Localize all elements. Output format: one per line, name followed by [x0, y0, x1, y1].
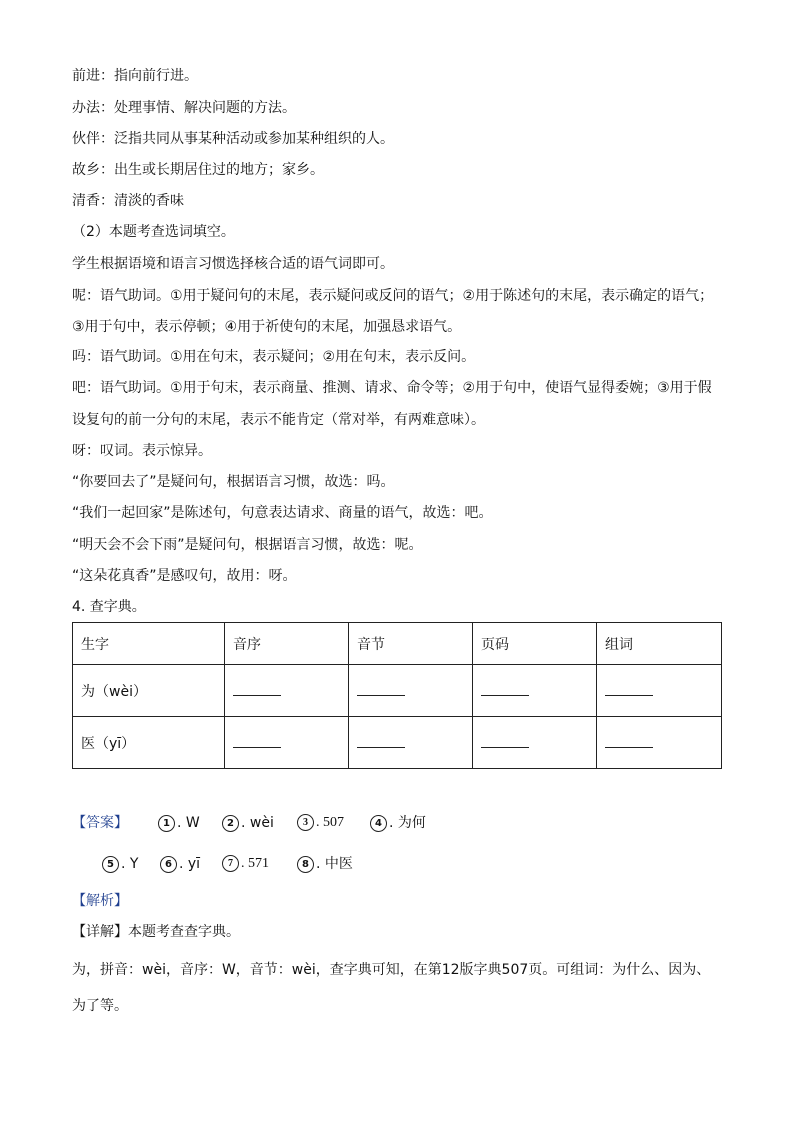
header-cell: 音节	[349, 623, 473, 665]
answer-text: . W	[177, 815, 200, 831]
text-line: “我们一起回家”是陈述句，句意表达请求、商量的语气，故选：吧。	[72, 505, 493, 521]
fill-blank	[481, 681, 529, 696]
answer-item	[222, 854, 269, 874]
text-line: 吗：语气助词。①用在句末，表示疑问；②用在句末，表示反问。	[72, 349, 476, 365]
text-line: “明天会不会下雨”是疑问句，根据语言习惯，故选：呢。	[72, 537, 423, 553]
answer-text: . Y	[121, 856, 139, 872]
answer-text: . yī	[179, 856, 201, 872]
text-line: 前进：指向前行进。	[72, 68, 198, 84]
answer-item	[102, 854, 138, 874]
header-cell: 音序	[225, 623, 349, 665]
circled-number: 6	[160, 856, 177, 873]
text-line: ③用于句中，表示停顿；④用于祈使句的末尾，加强恳求语气。	[72, 319, 462, 335]
blank-cell	[225, 717, 349, 769]
fill-blank	[233, 681, 281, 696]
fill-blank	[605, 681, 653, 696]
text-line: “这朵花真香”是感叹句，故用：呀。	[72, 568, 297, 584]
answer-text: . wèi	[241, 815, 274, 831]
circled-number: 7	[222, 855, 239, 872]
blank-cell	[349, 665, 473, 717]
circled-number: 5	[102, 856, 119, 873]
dictionary-table	[72, 622, 722, 769]
answer-item	[160, 854, 200, 874]
text-line: 吧：语气助词。①用于句末，表示商量、推测、请求、命令等；②用于句中，使语气显得委婉；③用于假	[72, 380, 712, 396]
answer-label: 【答案】	[72, 815, 128, 831]
table-header-row	[73, 623, 722, 665]
blank-cell	[473, 665, 597, 717]
character-cell: 医（yī）	[73, 717, 225, 769]
fill-blank	[605, 733, 653, 748]
header-cell: 页码	[473, 623, 597, 665]
blank-cell	[225, 665, 349, 717]
blank-cell	[597, 717, 722, 769]
blank-cell	[349, 717, 473, 769]
text-line: 设复句的前一分句的末尾，表示不能肯定（常对举，有两难意味）。	[72, 412, 485, 428]
answer-text: . 571	[241, 856, 269, 871]
analysis-label: 【解析】	[72, 893, 128, 909]
table-row	[73, 665, 722, 717]
analysis-body: 为了等。	[72, 998, 128, 1014]
circled-number: 1	[158, 815, 175, 832]
character-cell: 为（wèi）	[73, 665, 225, 717]
answer-item	[158, 813, 200, 833]
answer-text: . 507	[316, 815, 344, 830]
text-line: 办法：处理事情、解决问题的方法。	[72, 100, 296, 116]
answer-item	[297, 854, 353, 874]
fill-blank	[481, 733, 529, 748]
analysis-body: 为，拼音：wèi，音序：W，音节：wèi，查字典可知，在第12版字典507页。可组词：为什么、因为、	[72, 962, 711, 978]
answer-text: . 中医	[316, 856, 353, 872]
header-cell: 生字	[73, 623, 225, 665]
text-line: 呢：语气助词。①用于疑问句的末尾，表示疑问或反问的语气；②用于陈述句的末尾，表示确定的语气；	[72, 288, 714, 304]
answer-item	[297, 813, 344, 833]
text-line: 清香：清淡的香味	[72, 193, 184, 209]
circled-number: 4	[370, 815, 387, 832]
fill-blank	[357, 681, 405, 696]
circled-number: 2	[222, 815, 239, 832]
answer-text: . 为何	[389, 815, 426, 831]
blank-cell	[597, 665, 722, 717]
text-line: （2）本题考查选词填空。	[72, 224, 235, 240]
detail-line: 【详解】本题考查查字典。	[72, 924, 240, 940]
answer-item	[222, 813, 274, 833]
text-line: “你要回去了”是疑问句，根据语言习惯，故选：吗。	[72, 474, 395, 490]
circled-number: 3	[297, 814, 314, 831]
fill-blank	[233, 733, 281, 748]
question-heading: 4. 查字典。	[72, 599, 146, 615]
answer-item	[370, 813, 426, 833]
text-line: 伙伴：泛指共同从事某种活动或参加某种组织的人。	[72, 131, 394, 147]
fill-blank	[357, 733, 405, 748]
blank-cell	[473, 717, 597, 769]
circled-number: 8	[297, 856, 314, 873]
text-line: 故乡：出生或长期居住过的地方；家乡。	[72, 162, 324, 178]
text-line: 学生根据语境和语言习惯选择核合适的语气词即可。	[72, 256, 394, 272]
header-cell: 组词	[597, 623, 722, 665]
table-row	[73, 717, 722, 769]
text-line: 呀：叹词。表示惊异。	[72, 443, 212, 459]
